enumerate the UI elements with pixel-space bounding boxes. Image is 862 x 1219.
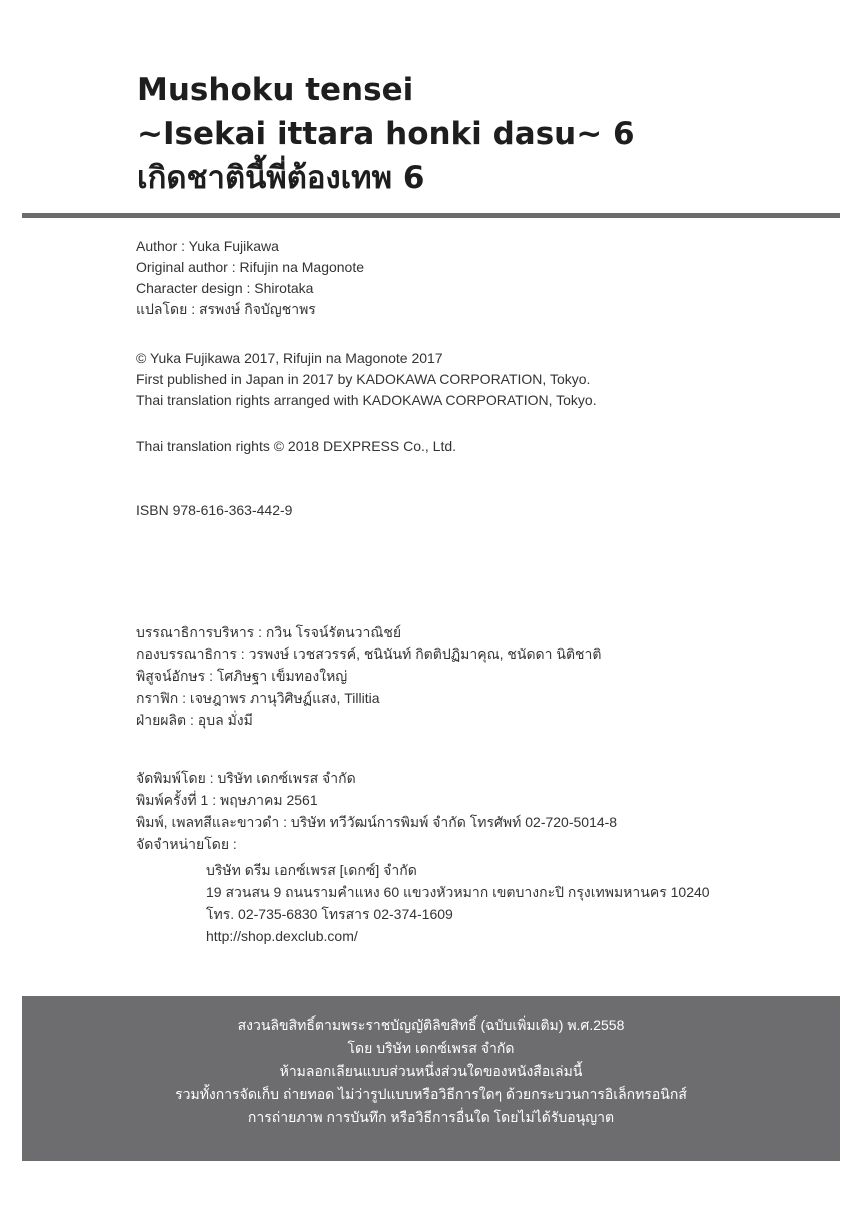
notice-line: การถ่ายภาพ การบันทึก หรือวิธีการอื่นใด โดยไม่ได้รับอนุญาต [247, 1109, 615, 1125]
thai-rights-line: Thai translation rights © 2018 DEXPRESS Co., Ltd. [136, 438, 457, 454]
notice-line: สงวนลิขสิทธิ์ตามพระราชบัญญัติลิขสิทธิ์ (ฉบับเพิ่มเติม) พ.ศ.2558 [237, 1017, 625, 1033]
print-line: พิมพ์, เพลทสีและขาวดำ : บริษัท ทวีวัฒน์การพิมพ์ จำกัด โทรศัพท์ 02-720-5014-8 [136, 814, 618, 830]
staff-line: ฝ่ายผลิต : อุบล มั่งมี [136, 712, 253, 728]
copyright-line: Thai translation rights arranged with KADOKAWA CORPORATION, Tokyo. [136, 392, 597, 408]
book-title [137, 68, 635, 200]
notice-line: ห้ามลอกเลียนแบบส่วนหนึ่งส่วนใดของหนังสือเล่มนี้ [279, 1063, 583, 1079]
notice-line: โดย บริษัท เดกซ์เพรส จำกัด [347, 1040, 515, 1056]
title-divider [22, 213, 840, 218]
print-block [136, 767, 617, 855]
print-line: พิมพ์ครั้งที่ 1 : พฤษภาคม 2561 [136, 792, 318, 808]
credit-author: Author : Yuka Fujikawa [136, 238, 279, 254]
distributor-line: 19 สวนสน 9 ถนนรามคำแหง 60 แขวงหัวหมาก เขตบางกะปิ กรุงเทพมหานคร 10240 [206, 884, 710, 900]
staff-line: กองบรรณาธิการ : วรพงษ์ เวชสวรรค์, ชนินันท์ กิตติปฏิมาคุณ, ชนัดดา นิติชาติ [136, 646, 602, 662]
copyright-notice-box [22, 996, 840, 1161]
credits-block [136, 236, 364, 320]
title-line-3: เกิดชาตินี้พี่ต้องเทพ 6 [137, 160, 425, 196]
distributor-block [206, 859, 710, 947]
notice-line: รวมทั้งการจัดเก็บ ถ่ายทอด ไม่ว่ารูปแบบหรือวิธีการใดๆ ด้วยกระบวนการอิเล็กทรอนิกส์ [175, 1086, 687, 1102]
isbn-line: ISBN 978-616-363-442-9 [136, 502, 293, 518]
staff-block [136, 621, 602, 731]
print-line: จัดจำหน่ายโดย : [136, 836, 237, 852]
staff-line: กราฟิก : เจษฎาพร ภานุวิศิษฏ์แสง, Tillitia [136, 690, 380, 706]
distributor-line: บริษัท ดรีม เอกซ์เพรส [เดกซ์] จำกัด [206, 862, 417, 878]
staff-line: บรรณาธิการบริหาร : กวิน โรจน์รัตนวาณิชย์ [136, 624, 402, 640]
distributor-line: โทร. 02-735-6830 โทรสาร 02-374-1609 [206, 906, 453, 922]
title-line-2: ~Isekai ittara honki dasu~ 6 [137, 116, 635, 152]
thai-rights [136, 436, 456, 457]
staff-line: พิสูจน์อักษร : โศภิษฐา เข็มทองใหญ่ [136, 668, 348, 684]
credit-translator: แปลโดย : สรพงษ์ กิจบัญชาพร [136, 301, 316, 317]
title-line-1: Mushoku tensei [137, 72, 414, 108]
copyright-block [136, 348, 597, 411]
distributor-url: http://shop.dexclub.com/ [206, 928, 358, 944]
print-line: จัดพิมพ์โดย : บริษัท เดกซ์เพรส จำกัด [136, 770, 356, 786]
credit-character-design: Character design : Shirotaka [136, 280, 314, 296]
isbn [136, 500, 292, 521]
copyright-line: © Yuka Fujikawa 2017, Rifujin na Magonote 2017 [136, 350, 443, 366]
credit-original-author: Original author : Rifujin na Magonote [136, 259, 365, 275]
copyright-line: First published in Japan in 2017 by KADOKAWA CORPORATION, Tokyo. [136, 371, 591, 387]
